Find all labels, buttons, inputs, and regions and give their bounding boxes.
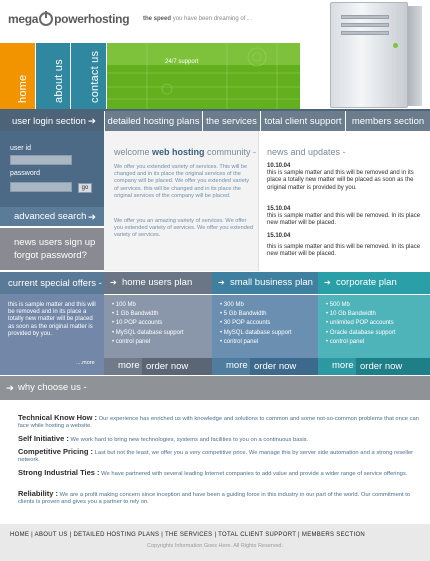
welcome-paragraph-1: We offer you extended variety of services. This will be changed and in its place the original services of the company will be placed. We offer you extended variety of services. this will be changed and in its place the original services of the company will be placed.: [114, 164, 250, 199]
plan-feature: • 30 POP accounts: [220, 319, 292, 328]
news-heading: news and updates -: [267, 147, 346, 157]
order-now-button[interactable]: order now: [356, 358, 430, 375]
hero-banner: [107, 43, 325, 109]
circuit-graphic: [107, 43, 325, 109]
why-item: [18, 414, 422, 430]
tab-total-client-support[interactable]: [260, 111, 345, 131]
plan-corporate-features: [318, 295, 430, 358]
tab-label: total client support: [264, 115, 342, 127]
plan-title: small business plan: [230, 277, 313, 288]
welcome-heading-pre: welcome: [114, 147, 150, 157]
plan-feature: • unlimited POP accounts: [326, 319, 396, 328]
tab-detailed-hosting-plans[interactable]: [104, 111, 202, 131]
news-signup-box: [0, 228, 104, 270]
news-date: 10.10.04: [267, 163, 291, 169]
footer-links: HOME | ABOUT US | DETAILED HOSTING PLANS | THE SERVICES | TOTAL CLIENT SUPPORT | MEMBERS SECTION: [10, 532, 366, 538]
plan-feature: • 300 Mb: [220, 301, 292, 310]
news-text: this is sample matter and this will be removed. In its place new matter will be placed.: [267, 244, 421, 258]
welcome-paragraph-2: We offer you an amazing variety of services. We offer you extended variety of services. We offer you extended variety of services.: [114, 218, 254, 239]
tagline-bold: the speed: [143, 16, 172, 22]
advanced-search-label: advanced search: [14, 211, 87, 222]
arrow-right-icon: ➔: [324, 278, 331, 287]
arrow-right-icon: ➔: [218, 278, 225, 287]
nav-contact-us[interactable]: [71, 43, 107, 109]
plan-business-heading: [212, 272, 318, 294]
support-label: 24/7 support: [165, 59, 199, 65]
special-offers-heading: [0, 272, 104, 294]
plan-corporate-actions: [318, 358, 430, 375]
plan-feature: • 5 Gb Bandwidth: [220, 310, 292, 319]
plan-feature: • 1 Gb Bandwidth: [112, 310, 184, 319]
order-now-button[interactable]: order now: [250, 358, 318, 375]
plan-feature: • 500 Mb: [326, 301, 396, 310]
arrow-right-icon: ➔: [88, 212, 96, 223]
nav-about-us[interactable]: [36, 43, 72, 109]
footer: [0, 524, 430, 561]
why-item-title: Technical Know How :: [18, 413, 98, 422]
tab-label: members section: [351, 115, 425, 127]
why-item-text: We have partnered with several leading Internet companies to add value and provide a wider range of service offerings.: [101, 471, 408, 477]
welcome-heading-bold: web hosting: [152, 147, 205, 157]
order-now-button[interactable]: order now: [142, 358, 212, 375]
plan-more-link[interactable]: more: [332, 360, 354, 371]
logo-text-mega: mega: [8, 12, 39, 26]
news-date: 15.10.04: [267, 206, 291, 212]
nav-home[interactable]: [0, 43, 36, 109]
why-item-text: Last but not the least, we offer you a very competitive price. We manage this by server side automation and a strong reseller network.: [18, 450, 414, 464]
plan-more-link[interactable]: more: [226, 360, 248, 371]
plan-home-features: [104, 295, 212, 358]
why-choose-heading: [0, 376, 430, 400]
drive-bay: [341, 23, 389, 27]
tab-label: the services: [206, 115, 257, 127]
tagline-rest: you have been dreaming of . .: [172, 16, 253, 22]
copyright: Copyrights Information Goes Here. All Rights Reserved.: [146, 543, 284, 549]
plan-feature: • control panel: [112, 338, 184, 347]
user-id-input[interactable]: [10, 155, 72, 165]
nav-contact-label: contact us: [88, 50, 101, 103]
plan-business-actions: [212, 358, 318, 375]
plan-title: home users plan: [122, 277, 193, 288]
password-label: password: [10, 170, 40, 177]
why-item: [18, 448, 422, 464]
vertical-nav: [0, 43, 107, 109]
why-choose-section: [0, 400, 430, 520]
plan-feature: • control panel: [326, 338, 396, 347]
footer-link-about[interactable]: ABOUT US: [34, 532, 68, 538]
user-id-label: user id: [10, 145, 32, 152]
why-item-text: We work hard to bring new technologies, systems and facilities to you on a continuous basis.: [70, 437, 309, 443]
plan-feature: • MySQL database support: [220, 329, 292, 338]
why-item: [18, 435, 422, 444]
login-form: [0, 131, 104, 207]
special-more-link[interactable]: ....more: [76, 360, 95, 366]
server-side: [408, 6, 422, 106]
nav-home-label: home: [17, 74, 30, 103]
advanced-search-link[interactable]: [0, 207, 104, 226]
user-login-label: user login section: [12, 116, 86, 127]
news-section: [259, 131, 430, 271]
user-login-heading: [0, 111, 104, 131]
server-image: [330, 2, 408, 108]
footer-link-plans[interactable]: DETAILED HOSTING PLANS: [73, 532, 160, 538]
welcome-section: [104, 131, 259, 271]
arrow-right-icon: ➔: [88, 116, 96, 127]
go-button[interactable]: go: [78, 183, 92, 193]
plan-feature: • control panel: [220, 338, 292, 347]
why-item-title: Strong Industrial Ties :: [18, 468, 100, 477]
plan-more-link[interactable]: more: [118, 360, 140, 371]
plan-home-heading: [104, 272, 212, 294]
footer-link-support[interactable]: TOTAL CLIENT SUPPORT: [218, 532, 297, 538]
plan-business-features: [212, 295, 318, 358]
welcome-heading: [114, 147, 256, 157]
power-icon: [39, 12, 53, 26]
footer-link-members[interactable]: MEMBERS SECTION: [301, 532, 366, 538]
logo[interactable]: [8, 12, 129, 26]
plan-corporate-heading: [318, 272, 430, 294]
news-text: this is sample matter and this will be removed and in its place a totally new matter will be placed as soon as the original matter is provided by you.: [267, 170, 414, 191]
plan-feature: • 10 Gb Bandwidth: [326, 310, 396, 319]
plan-feature: • 10 POP accounts: [112, 319, 184, 328]
why-item-text: Our experience has enriched us with knowledge and solutions to common and some not-so-common problems that once can face while hosting a website.: [18, 416, 419, 430]
arrow-right-icon: ➔: [110, 278, 117, 287]
news-date: 15.10.04: [267, 233, 291, 239]
why-item-text: We are a profit making concern since inception and have been a guiding force in this industry in our part of the world. Our commitment to clients is proven and gives you a partner to rely on.: [18, 492, 411, 506]
tab-the-services[interactable]: [202, 111, 260, 131]
plan-title: corporate plan: [336, 277, 397, 288]
plan-feature: • Oracle database support: [326, 329, 396, 338]
password-input[interactable]: [10, 182, 72, 192]
tagline: [143, 16, 252, 22]
special-offers-body: [0, 294, 104, 375]
why-item-title: Self Initiative :: [18, 434, 69, 443]
tab-label: detailed hosting plans: [107, 115, 200, 127]
welcome-heading-post: community -: [207, 147, 257, 157]
plan-feature: • 100 Mb: [112, 301, 184, 310]
why-item: [18, 469, 422, 478]
why-item-title: Reliability :: [18, 489, 59, 498]
power-led-icon: [393, 43, 398, 48]
why-item: [18, 490, 422, 506]
drive-bay: [341, 15, 389, 19]
header: [0, 0, 300, 40]
nav-about-label: about us: [53, 59, 65, 103]
why-choose-label: why choose us -: [18, 382, 87, 393]
logo-text-powerhosting: powerhosting: [54, 12, 130, 26]
plan-home-actions: [104, 358, 212, 375]
footer-link-home[interactable]: HOME: [10, 532, 30, 538]
news-signup-link[interactable]: news users sign up: [14, 237, 96, 248]
news-text: this is sample matter and this will be removed. In its place new matter will be placed.: [267, 213, 421, 227]
why-item-title: Competitive Pricing :: [18, 447, 94, 456]
special-offers-text: this is sample matter and this will be removed and in its place a totally new matter will be placed as soon as the original matter is provided by you.: [8, 302, 96, 337]
plan-feature: • MySQL database support: [112, 329, 184, 338]
drive-bay: [341, 31, 389, 35]
tab-members-section[interactable]: [345, 111, 430, 131]
special-offers-label: current special offers -: [8, 278, 102, 289]
forgot-password-link[interactable]: forgot password?: [14, 250, 87, 261]
footer-link-services[interactable]: THE SERVICES: [164, 532, 213, 538]
arrow-right-icon: ➔: [6, 383, 14, 394]
